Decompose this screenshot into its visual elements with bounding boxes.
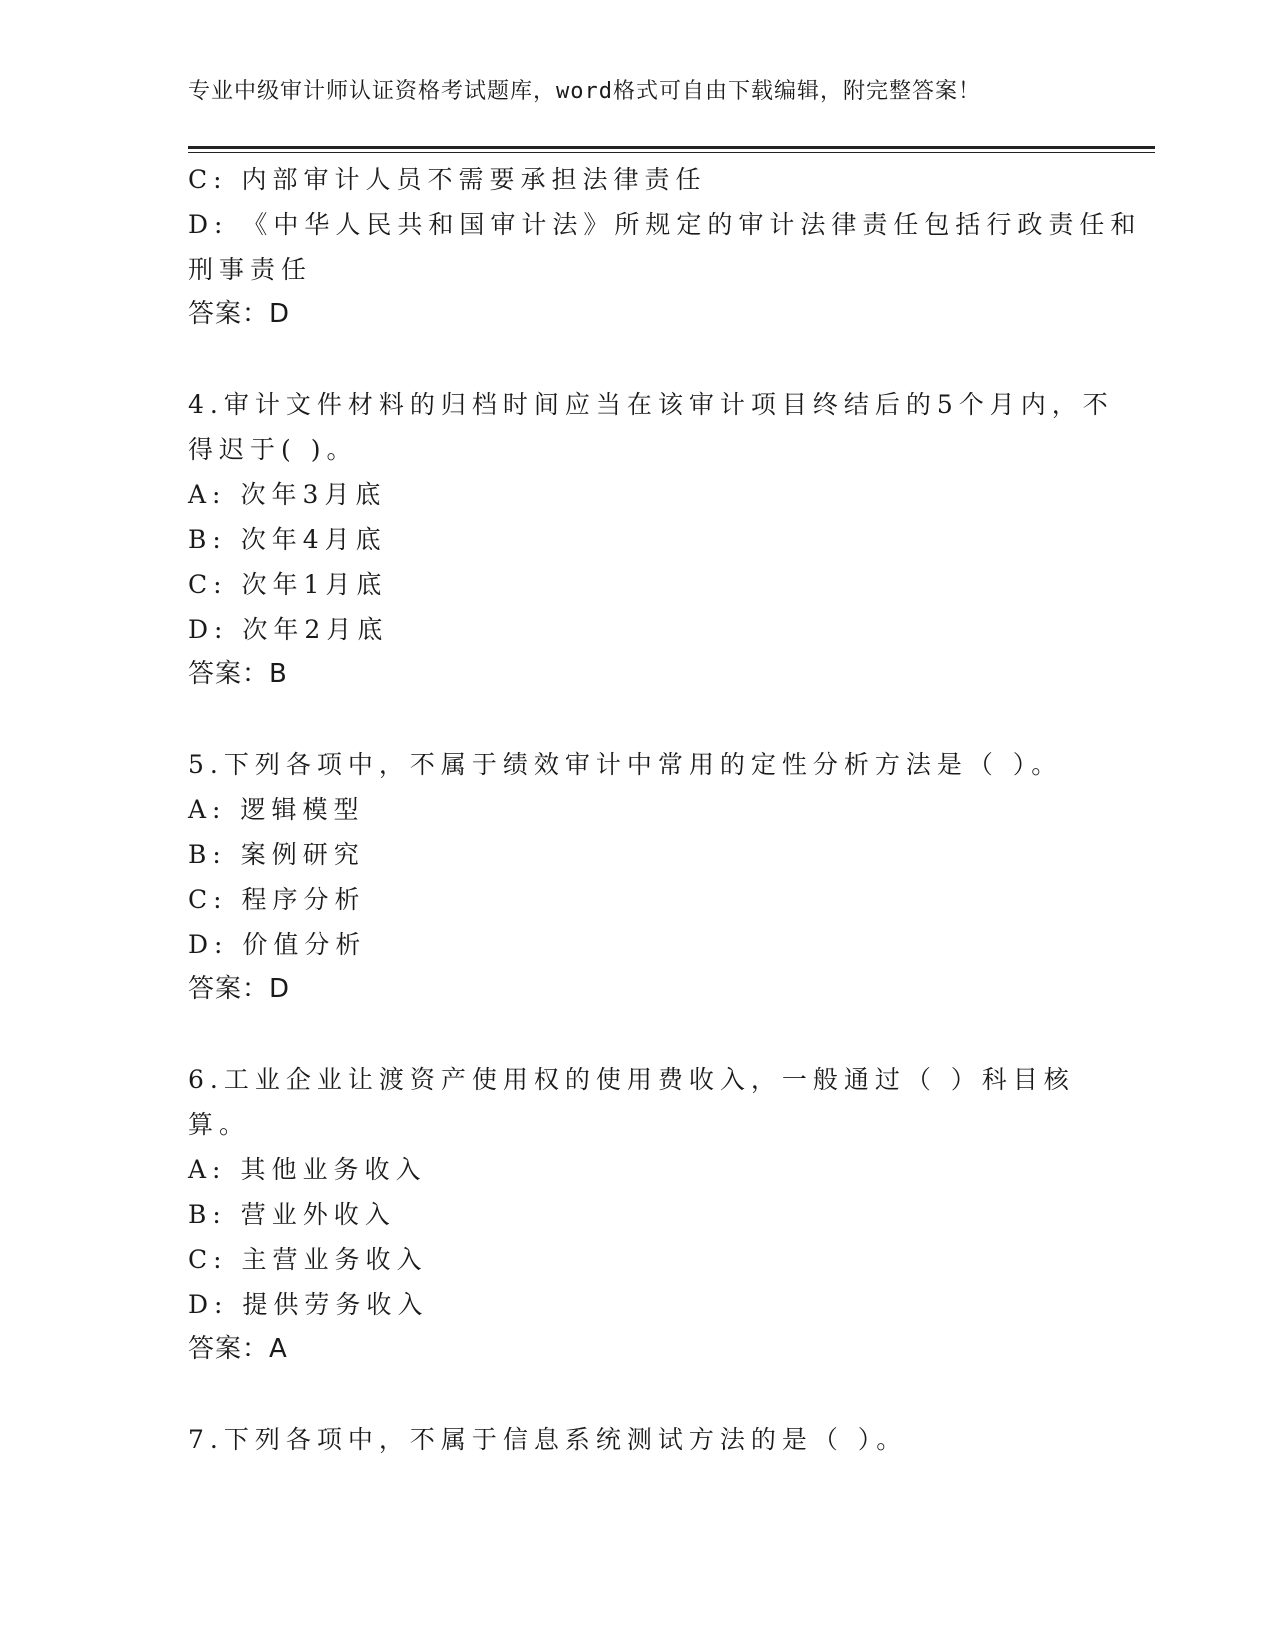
option-text: 逻辑模型 <box>240 795 365 824</box>
option-text: 《中华人民共和国审计法》所规定的审计法律责任包括行政责任和 <box>242 210 1142 239</box>
option-text: 内部审计人员不需要承担法律责任 <box>241 165 707 194</box>
option-letter: D: <box>188 1290 229 1319</box>
option-text: 次年3月底 <box>240 480 387 509</box>
question-list <box>188 157 1142 1462</box>
question-stem: 得迟于( )。 <box>188 435 358 464</box>
question-6 <box>188 1057 1088 1372</box>
answer-line: 答案：D <box>188 299 291 329</box>
option-text: 营业外收入 <box>240 1200 396 1229</box>
option-c <box>188 562 1088 607</box>
option-d <box>188 1282 1088 1327</box>
option-letter: A: <box>188 480 227 509</box>
option-letter: A: <box>188 1155 227 1184</box>
question-stem: 5.下列各项中，不属于绩效审计中常用的定性分析方法是（ ）。 <box>188 750 1063 779</box>
option-b <box>188 1192 1088 1237</box>
question-4 <box>188 382 1114 697</box>
option-c <box>188 877 1088 922</box>
question-stem: 7.下列各项中，不属于信息系统测试方法的是（ ）。 <box>188 1425 908 1454</box>
option-text: 其他业务收入 <box>240 1155 427 1184</box>
spacer <box>188 337 1088 382</box>
option-text: 案例研究 <box>240 840 365 869</box>
option-d <box>188 202 1142 247</box>
option-letter: D: <box>188 930 229 959</box>
answer-line: 答案：A <box>188 1334 288 1364</box>
option-a <box>188 787 1088 832</box>
answer-line: 答案：B <box>188 659 288 689</box>
spacer <box>188 1372 1088 1417</box>
option-letter: C: <box>188 165 228 194</box>
header-rule-thin <box>188 152 1155 153</box>
option-letter: B: <box>188 1200 227 1229</box>
option-text: 次年1月底 <box>241 570 388 599</box>
option-c <box>188 157 1088 202</box>
question-7 <box>188 1417 1088 1462</box>
option-text: 价值分析 <box>242 930 367 959</box>
spacer <box>188 1012 1088 1057</box>
option-d <box>188 607 1088 652</box>
question-stem: 4.审计文件材料的归档时间应当在该审计项目终结后的5个月内，不 <box>188 390 1114 419</box>
question-stem: 算。 <box>188 1110 251 1139</box>
option-letter: B: <box>188 840 227 869</box>
option-letter: C: <box>188 570 228 599</box>
option-text: 提供劳务收入 <box>242 1290 429 1319</box>
header-rule-thick <box>188 146 1155 149</box>
option-a <box>188 1147 1088 1192</box>
option-letter: D: <box>188 615 229 644</box>
option-a <box>188 472 1088 517</box>
spacer <box>188 697 1088 742</box>
option-letter: C: <box>188 885 228 914</box>
answer-line: 答案：D <box>188 974 291 1004</box>
option-letter: A: <box>188 795 227 824</box>
option-letter: D: <box>188 210 229 239</box>
option-text: 次年4月底 <box>240 525 387 554</box>
page-header: 专业中级审计师认证资格考试题库，word格式可自由下载编辑，附完整答案！ <box>188 79 981 104</box>
question-5 <box>188 742 1088 1012</box>
option-c <box>188 1237 1088 1282</box>
option-text: 主营业务收入 <box>241 1245 428 1274</box>
question-3-tail <box>188 157 1142 337</box>
option-letter: C: <box>188 1245 228 1274</box>
question-stem: 6.工业企业让渡资产使用权的使用费收入，一般通过（ ）科目核 <box>188 1065 1075 1094</box>
option-letter: B: <box>188 525 227 554</box>
option-d-continuation: 刑事责任 <box>188 255 313 284</box>
option-b <box>188 832 1088 877</box>
option-d <box>188 922 1088 967</box>
option-b <box>188 517 1088 562</box>
option-text: 程序分析 <box>241 885 366 914</box>
option-text: 次年2月底 <box>242 615 389 644</box>
